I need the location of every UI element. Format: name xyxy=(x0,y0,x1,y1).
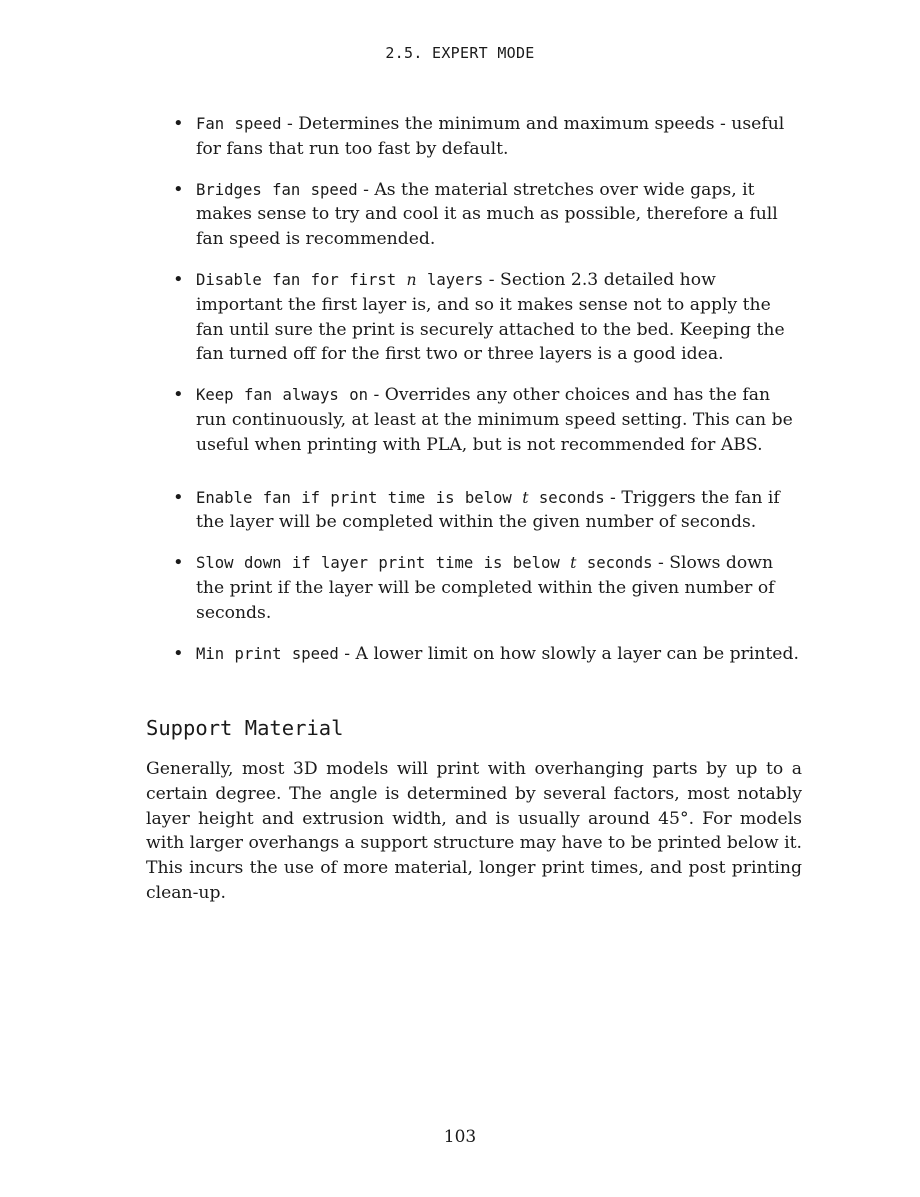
list-item-fan-speed xyxy=(172,112,802,162)
setting-name-post: seconds xyxy=(576,554,653,573)
list-item-keep-fan-always-on xyxy=(172,383,802,457)
bullet-icon: • xyxy=(173,113,184,134)
section-paragraph: Generally, most 3D models will print with overhanging parts by up to a certain degree. The angle is determined by several factors, most notably layer height and extrusion width, and is usually around 45°. For models with larger overhangs a support structure may have to be printed below it. This incurs the use of more material, longer print times, and post printing clean-up. xyxy=(146,759,802,903)
setting-description: - Determines the minimum and maximum speeds - useful for fans that run too fast by default. xyxy=(196,114,785,159)
setting-name: Bridges fan speed xyxy=(196,180,358,199)
list-item-disable-fan-first-layers xyxy=(172,268,802,367)
setting-name-post: layers xyxy=(416,270,484,289)
setting-name-pre: Slow down if layer print time is below xyxy=(196,554,571,573)
setting-variable: n xyxy=(406,270,417,289)
list-item-bridges-fan-speed xyxy=(172,178,802,252)
setting-name: Fan speed xyxy=(196,115,282,133)
bullet-icon: • xyxy=(173,384,184,406)
setting-name-pre: Disable fan for first xyxy=(196,270,407,289)
setting-name-post: seconds xyxy=(528,488,605,507)
setting-name xyxy=(196,271,483,289)
setting-description: - Triggers the fan if the layer will be completed within the given number of seconds. xyxy=(196,487,780,533)
setting-name xyxy=(196,489,605,507)
setting-variable: t xyxy=(570,554,577,573)
bullet-icon: • xyxy=(173,268,184,290)
setting-name-pre: Enable fan if print time is below xyxy=(196,488,523,507)
setting-description: - As the material stretches over wide gaps, it makes sense to try and cool it as much as possible, therefore a full fan speed is recommended. xyxy=(196,179,778,250)
bullet-icon: • xyxy=(173,642,184,664)
list-item-enable-fan-print-time xyxy=(172,486,802,536)
running-head: 2.5. EXPERT MODE xyxy=(385,44,535,62)
setting-name: Keep fan always on xyxy=(196,386,368,405)
setting-description: - Slows down the print if the layer will be completed within the given number of seconds. xyxy=(196,553,775,623)
list-item-min-print-speed xyxy=(172,642,802,667)
bullet-icon: • xyxy=(173,178,184,200)
setting-variable: t xyxy=(522,488,529,507)
setting-name xyxy=(196,554,653,572)
page-number: 103 xyxy=(443,1127,477,1147)
setting-description: - Section 2.3 detailed how important the first layer is, and so it makes sense not to apply the fan until sure the print is securely attached to the bed. Keeping the fan turned off for the first two or three layers is a good idea. xyxy=(196,269,785,365)
setting-name: Min print speed xyxy=(196,644,339,663)
bullet-list xyxy=(172,112,802,682)
setting-description: - Overrides any other choices and has the fan run continuously, at least at the minimum speed setting. This can be useful when printing with PLA, but is not recommended for ABS. xyxy=(196,385,793,455)
setting-description: - A lower limit on how slowly a layer can be printed. xyxy=(338,643,799,664)
list-item-slow-down-layer-time xyxy=(172,551,802,625)
bullet-icon: • xyxy=(173,486,184,508)
section-title: Support Material xyxy=(146,716,344,740)
bullet-icon: • xyxy=(173,552,184,574)
